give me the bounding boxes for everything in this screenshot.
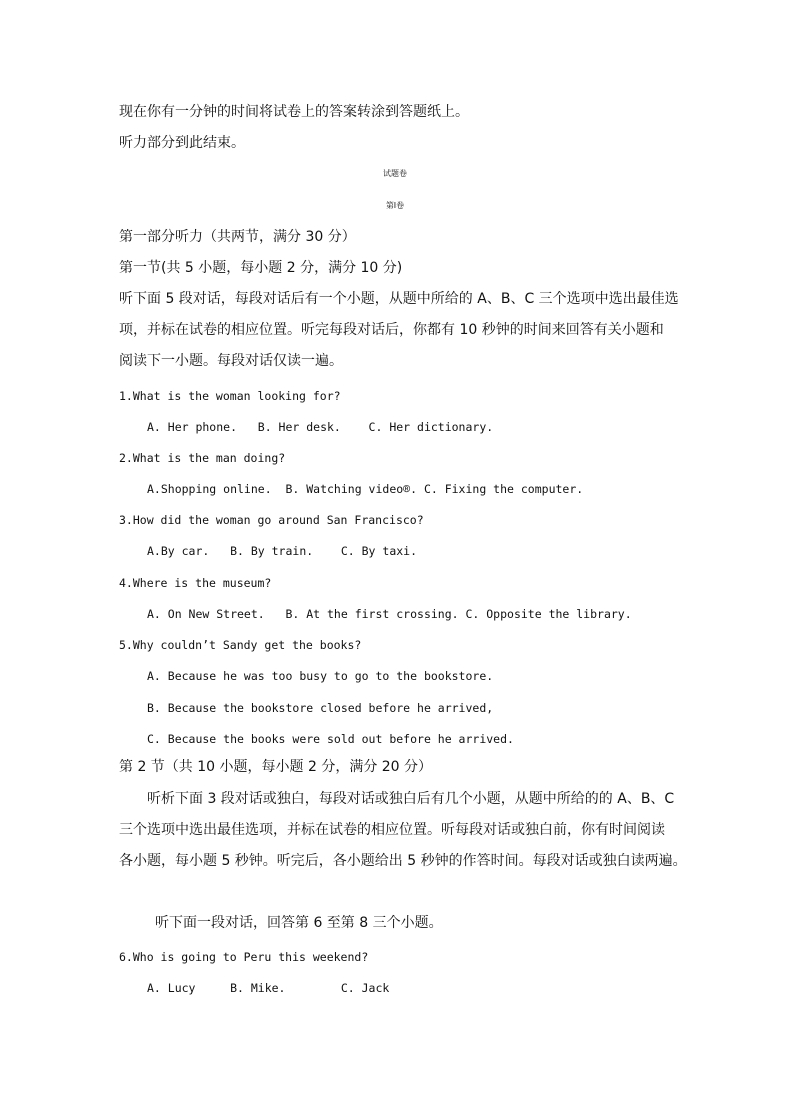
section-two-heading: 第 2 节（共 10 小题，每小题 2 分，满分 20 分） bbox=[119, 759, 433, 775]
question-2-options: A.Shopping online. B. Watching video®. C. Fixing the computer. bbox=[147, 482, 584, 496]
question-3-options: A.By car. B. By train. C. By taxi. bbox=[147, 544, 418, 558]
section-one-instruction-line-2: 项，并标在试卷的相应位置。听完每段对话后，你都有 10 秒钟的时间来回答有关小题和 bbox=[119, 322, 664, 338]
section-one-heading: 第一节(共 5 小题，每小题 2 分，满分 10 分) bbox=[119, 260, 403, 276]
section-one-instruction-line-1: 听下面 5 段对话，每段对话后有一个小题，从题中所给的 A、B、C 三个选项中选出最佳选 bbox=[119, 291, 679, 307]
section-two-instruction-line-1: 听析下面 3 段对话或独白，每段对话或独白后有几个小题，从题中所给的的 A、B、C bbox=[147, 791, 675, 807]
question-5-option-a: A. Because he was too busy to go to the bookstore. bbox=[147, 669, 494, 683]
question-1-options: A. Her phone. B. Her desk. C. Her dictionary. bbox=[147, 420, 494, 434]
question-2: 2.What is the man doing? bbox=[119, 451, 286, 465]
dialogue-instruction: 听下面一段对话，回答第 6 至第 8 三个小题。 bbox=[155, 915, 443, 931]
transfer-answers-instruction: 现在你有一分钟的时间将试卷上的答案转涂到答题纸上。 bbox=[119, 104, 469, 120]
section-two-instruction-line-3: 各小题，每小题 5 秒钟。听完后，各小题给出 5 秒钟的作答时间。每段对话或独白读两遍。 bbox=[119, 853, 687, 869]
part-one-heading: 第一部分听力（共两节，满分 30 分） bbox=[119, 229, 356, 245]
paper-title: 试题卷 bbox=[383, 169, 407, 178]
question-6: 6.Who is going to Peru this weekend? bbox=[119, 950, 369, 964]
question-4-options: A. On New Street. B. At the first crossing. C. Opposite the library. bbox=[147, 607, 632, 621]
question-5: 5.Why couldn’t Sandy get the books? bbox=[119, 638, 362, 652]
listening-end-note: 听力部分到此结束。 bbox=[119, 135, 245, 151]
question-3: 3.How did the woman go around San Francisco? bbox=[119, 513, 424, 527]
question-5-option-c: C. Because the books were sold out before he arrived. bbox=[147, 732, 514, 746]
section-two-instruction-line-2: 三个选项中选出最佳选项，并标在试卷的相应位置。听每段对话或独白前，你有时间阅读 bbox=[119, 822, 665, 838]
volume-title: 第Ⅰ卷 bbox=[385, 201, 405, 210]
question-6-options: A. Lucy B. Mike. C. Jack bbox=[147, 981, 390, 995]
question-4: 4.Where is the museum? bbox=[119, 576, 272, 590]
question-5-option-b: B. Because the bookstore closed before he arrived, bbox=[147, 701, 494, 715]
section-one-instruction-line-3: 阅读下一小题。每段对话仅读一遍。 bbox=[119, 353, 343, 369]
question-1: 1.What is the woman looking for? bbox=[119, 389, 341, 403]
